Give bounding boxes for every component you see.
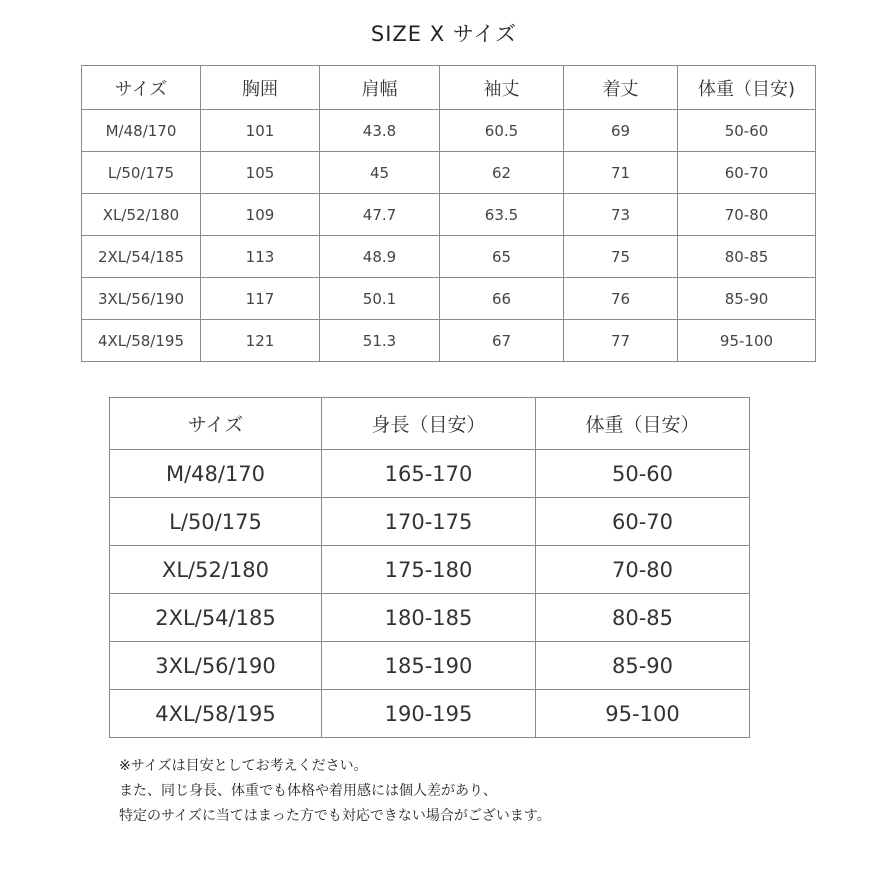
height-weight-table-body	[110, 398, 750, 738]
size-cell: 2XL/54/185	[110, 594, 322, 642]
table-cell: 70-80	[536, 546, 750, 594]
table-cell: 70-80	[678, 194, 816, 236]
table-row	[110, 498, 750, 546]
measurement-table-body	[82, 66, 816, 362]
table-cell: 77	[564, 320, 678, 362]
table-row	[82, 152, 816, 194]
table-cell: 185-190	[322, 642, 536, 690]
size-cell: L/50/175	[110, 498, 322, 546]
page-title: SIZE X サイズ	[370, 22, 518, 46]
table-row	[110, 594, 750, 642]
table-cell: 69	[564, 110, 678, 152]
table-cell: 175-180	[322, 546, 536, 594]
table-cell: 95-100	[536, 690, 750, 738]
column-header: 体重（目安)	[678, 66, 816, 110]
note-line: また、同じ身長、体重でも体格や着用感には個人差があり、	[119, 783, 497, 799]
table-cell: 95-100	[678, 320, 816, 362]
table-header-row	[110, 398, 750, 450]
size-cell: XL/52/180	[82, 194, 201, 236]
table-cell: 47.7	[320, 194, 440, 236]
table-cell: 180-185	[322, 594, 536, 642]
table-cell: 62	[440, 152, 564, 194]
size-cell: 3XL/56/190	[82, 278, 201, 320]
column-header: 肩幅	[320, 66, 440, 110]
table-cell: 60-70	[678, 152, 816, 194]
table-header-row	[82, 66, 816, 110]
table-cell: 73	[564, 194, 678, 236]
table-cell: 48.9	[320, 236, 440, 278]
table-cell: 71	[564, 152, 678, 194]
height-weight-table	[109, 397, 750, 738]
table-cell: 109	[201, 194, 320, 236]
table-cell: 190-195	[322, 690, 536, 738]
column-header: サイズ	[110, 398, 322, 450]
column-header: 袖丈	[440, 66, 564, 110]
size-notes	[119, 754, 551, 829]
table-cell: 170-175	[322, 498, 536, 546]
table-cell: 50-60	[536, 450, 750, 498]
size-cell: 4XL/58/195	[82, 320, 201, 362]
table-row	[82, 110, 816, 152]
table-cell: 76	[564, 278, 678, 320]
column-header: 着丈	[564, 66, 678, 110]
table-cell: 113	[201, 236, 320, 278]
table-cell: 65	[440, 236, 564, 278]
table-row	[82, 236, 816, 278]
column-header: サイズ	[82, 66, 201, 110]
table-cell: 121	[201, 320, 320, 362]
size-cell: XL/52/180	[110, 546, 322, 594]
table-cell: 105	[201, 152, 320, 194]
table-row	[110, 690, 750, 738]
table-cell: 60.5	[440, 110, 564, 152]
size-cell: M/48/170	[82, 110, 201, 152]
table-cell: 117	[201, 278, 320, 320]
table-cell: 60-70	[536, 498, 750, 546]
table-cell: 43.8	[320, 110, 440, 152]
table-row	[110, 642, 750, 690]
table-row	[110, 450, 750, 498]
table-cell: 75	[564, 236, 678, 278]
table-cell: 67	[440, 320, 564, 362]
column-header: 体重（目安）	[536, 398, 750, 450]
table-cell: 85-90	[678, 278, 816, 320]
column-header: 身長（目安）	[322, 398, 536, 450]
column-header: 胸囲	[201, 66, 320, 110]
size-cell: 2XL/54/185	[82, 236, 201, 278]
table-row	[82, 320, 816, 362]
note-line: 特定のサイズに当てはまった方でも対応できない場合がございます。	[119, 808, 551, 824]
table-cell: 80-85	[536, 594, 750, 642]
table-cell: 63.5	[440, 194, 564, 236]
measurement-table	[81, 65, 816, 362]
table-row	[110, 546, 750, 594]
table-row	[82, 278, 816, 320]
table-cell: 66	[440, 278, 564, 320]
table-row	[82, 194, 816, 236]
size-cell: M/48/170	[110, 450, 322, 498]
table-cell: 45	[320, 152, 440, 194]
table-cell: 165-170	[322, 450, 536, 498]
table-cell: 80-85	[678, 236, 816, 278]
table-cell: 50-60	[678, 110, 816, 152]
note-line: ※サイズは目安としてお考えください。	[119, 758, 368, 774]
size-cell: L/50/175	[82, 152, 201, 194]
size-cell: 4XL/58/195	[110, 690, 322, 738]
table-cell: 51.3	[320, 320, 440, 362]
table-cell: 101	[201, 110, 320, 152]
table-cell: 50.1	[320, 278, 440, 320]
size-cell: 3XL/56/190	[110, 642, 322, 690]
table-cell: 85-90	[536, 642, 750, 690]
